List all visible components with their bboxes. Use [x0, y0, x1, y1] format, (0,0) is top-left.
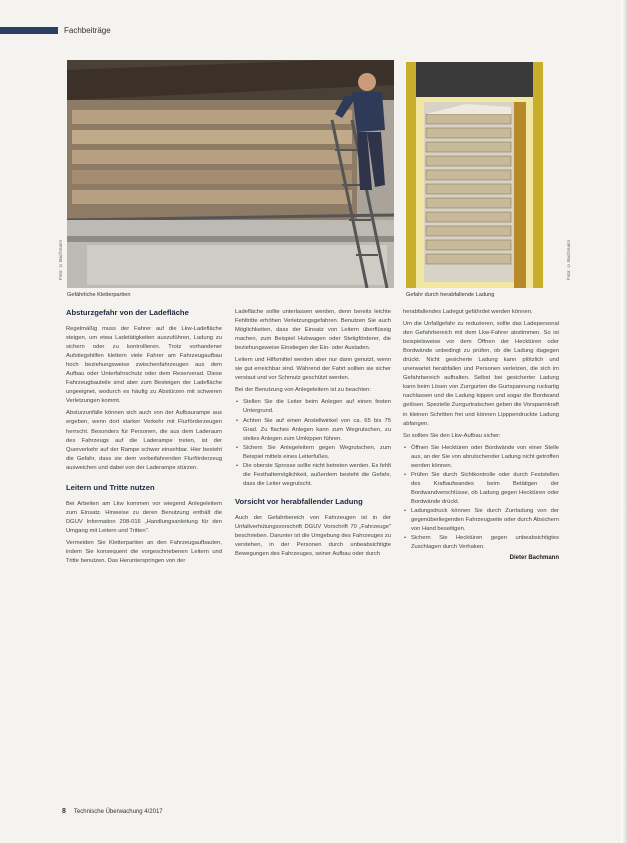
article-column-3: [403, 308, 559, 561]
page-number: 8: [62, 808, 66, 815]
pallets-illustration: [406, 62, 543, 288]
photo-falling-load: [406, 62, 543, 288]
list-item: • Die oberste Sprosse sollte nicht betreten werden. Es fehlt die Festhaltemöglichkeit, außerdem besteht die Gefahr, dass die Leiter wegrutscht.: [235, 462, 391, 489]
paragraph: So sollten Sie den Lkw-Aufbau sicher:: [403, 432, 501, 439]
photo-truck-climbing: [67, 60, 394, 288]
article-column-1: [66, 308, 222, 569]
author-name: Dieter Bachmann: [509, 555, 559, 562]
article-column-2: [235, 308, 391, 562]
list-item: • Sichern Sie Hecktüren gegen unbeabsichtigtes Zuschlagen durch Verhaken.: [403, 534, 559, 552]
heading-falling-load: Vorsicht vor herabfallender Ladung: [235, 496, 363, 506]
ladder-rules-list: [235, 398, 391, 488]
paragraph: herabfallendes Ladegut gefährdet werden können.: [403, 309, 533, 315]
section-color-bar: [0, 27, 58, 34]
page-footer: [62, 808, 163, 815]
paragraph: Regelmäßig muss der Fahrer auf die Lkw-Ladefläche steigen, um etwa Ladetätigkeiten auszuführen, Ladung zu sichern oder zu kontrollieren. Trotz vorhandener Aufstiegshilfen klettern viele Fahrer am Fahrzeugaufbau hoch beziehungsweise zwischenfahrzeugen aus dem Aufbau oder Unterfahrschutz oder dem Reserverad. Diese Fahrzeugbauteile sind aber zum Besteigen der Ladefläche ungeeignet, wodurch es häufig zu Abstürzen mit schweren Verletzungen kommt.: [66, 326, 222, 405]
paragraph: Vermeiden Sie Kletterpartien an den Fahrzeugaufbauten, indem Sie konsequent die vorgeschriebenen Leitern und Tritte benutzen. Das Herunterspringen von der: [66, 539, 222, 565]
heading-fall-hazard: Absturzgefahr von der Ladefläche: [66, 308, 189, 317]
list-item: • Achten Sie auf einen Anstellwinkel von ca. 65 bis 75 Grad. Zu flaches Anlegen kann zum Wegrutschen, zu steiles Anlegen zum Umkippen führen.: [235, 417, 391, 444]
section-label-text: Fachbeiträge: [64, 25, 111, 35]
list-item: • Sichern Sie Anlegeleitern gegen Wegrutschen, zum Beispiel mittels eines Leiterfußes.: [235, 444, 391, 462]
photo1-credit: Foto: © Bachmann: [58, 240, 63, 280]
paragraph: Um die Unfallgefahr zu reduzieren, sollte das Ladepersonal den Gefahrbereich mit dem Lkw-Fahrer abstimmen. So ist beispielsweise vor dem Öffnen der Hecktüren oder Bordwände unbedingt zu prüfen, ob die Ladung dagegen drückt. Nicht gesicherte Ladung kann plötzlich und unerwartet herabfallen und Personen verletzen, die sich im Gefahrbereich aufhalten. Selbst bei gesicherter Ladung kann beim Lösen von Zurrgurten die Gurtspannung ruckartig nachlassen und die Ladung kippen und sogar die Bordwand gelösen. Spezielle Zurrgurtratschen geben die Vorspannkraft in kleinen Schritten frei und können Lipppendruckte Ladung abfangen.: [403, 321, 559, 427]
paragraph: Bei der Benutzung von Anlegeleitern ist zu beachten:: [235, 387, 371, 394]
paragraph: Ladefläche sollte unterlassen werden, denn bereits leichte Fehltritte erhöhen Verletzungsgefahren. Benutzen Sie auch Möglichkeiten, dass der Einsatz von Leitern überflüssig machen, zum Beispiel Hubwagen oder Stetigförderer, die beziehungsweise Einstiegen der Ein- oder Ausladen.: [235, 309, 391, 352]
paragraph: Auch der Gefahrbereich von Fahrzeugen ist in der Unfallverhütungsvorschrift DGUV Vorschrift 70 „Fahrzeuge" beschrieben. Darunter ist die Umgebung des Fahrzeuges zu verstehen, in der Personen durch unbeabsichtigte Bewegungen des Fahrzeuges, seiner Aufbau oder durch: [235, 514, 391, 558]
paragraph: Bei Arbeiten am Lkw kommen vor wiegend Anlegeleitern zum Einsatz. Hinweise zu deren Benutzung enthält die DGUV Information 208-016 „Handlungsanleitung für den Umgang mit Leitern und Tritten".: [66, 500, 222, 534]
list-item: • Ladungsdruck können Sie durch Zurrladung von der gegenüberliegenden Fahrzeugseite oder durch Absichern von Hand beseitigen.: [403, 507, 559, 534]
photo1-caption: Gefährliche Kletterpartien: [67, 292, 131, 298]
heading-ladders: Leitern und Tritte nutzen: [66, 482, 155, 492]
photo2-credit: Foto: © Bachmann: [566, 240, 571, 280]
paragraph: Absturzunfälle können sich auch von der Aufbaurampe aus ergeben, wenn dort starker Verkehr mit Flurförderzeugen herrscht. Besonders für Personen, die aus dem Laderaum des Fahrzeugs auf die Laderampe treten, ist der Querverkehr auf der Rampe schwer einsehbar. Hier besteht die Gefahr, dass sie dem vorbeifahrenden Flurförderzeug ausweichen und dabei von der Laderampe stürzen.: [66, 410, 222, 471]
section-label: [0, 24, 111, 36]
publication-name: Technische Überwachung 4/2017: [73, 808, 163, 815]
page-edge: [621, 0, 627, 843]
truck-climbing-illustration: [67, 60, 394, 288]
truck-safety-list: [403, 444, 559, 553]
list-item: • Öffnen Sie Hecktüren oder Bordwände von einer Stelle aus, an der Sie von abrutschender Ladung nicht getroffen werden können.: [403, 444, 559, 471]
list-item: • Prüfen Sie durch Sichtkontrolle oder durch Feststellen des Kraftaufwandes beim Betätigen der Bordwandverschlüsse, ob Ladung gegen Hecktüren oder Bordwände drückt.: [403, 471, 559, 507]
list-item: • Stellen Sie die Leiter beim Anlegen auf einen festen Untergrund.: [235, 398, 391, 416]
photo2-caption: Gefahr durch herabfallende Ladung: [406, 292, 495, 298]
paragraph: Leitern und Hilfsmittel werden aber nur dann genutzt, wenn sie gut erreichbar sind. Während der Fahrt sollten sie sicher verstaut und vor Schmutz geschützt werden.: [235, 357, 391, 382]
